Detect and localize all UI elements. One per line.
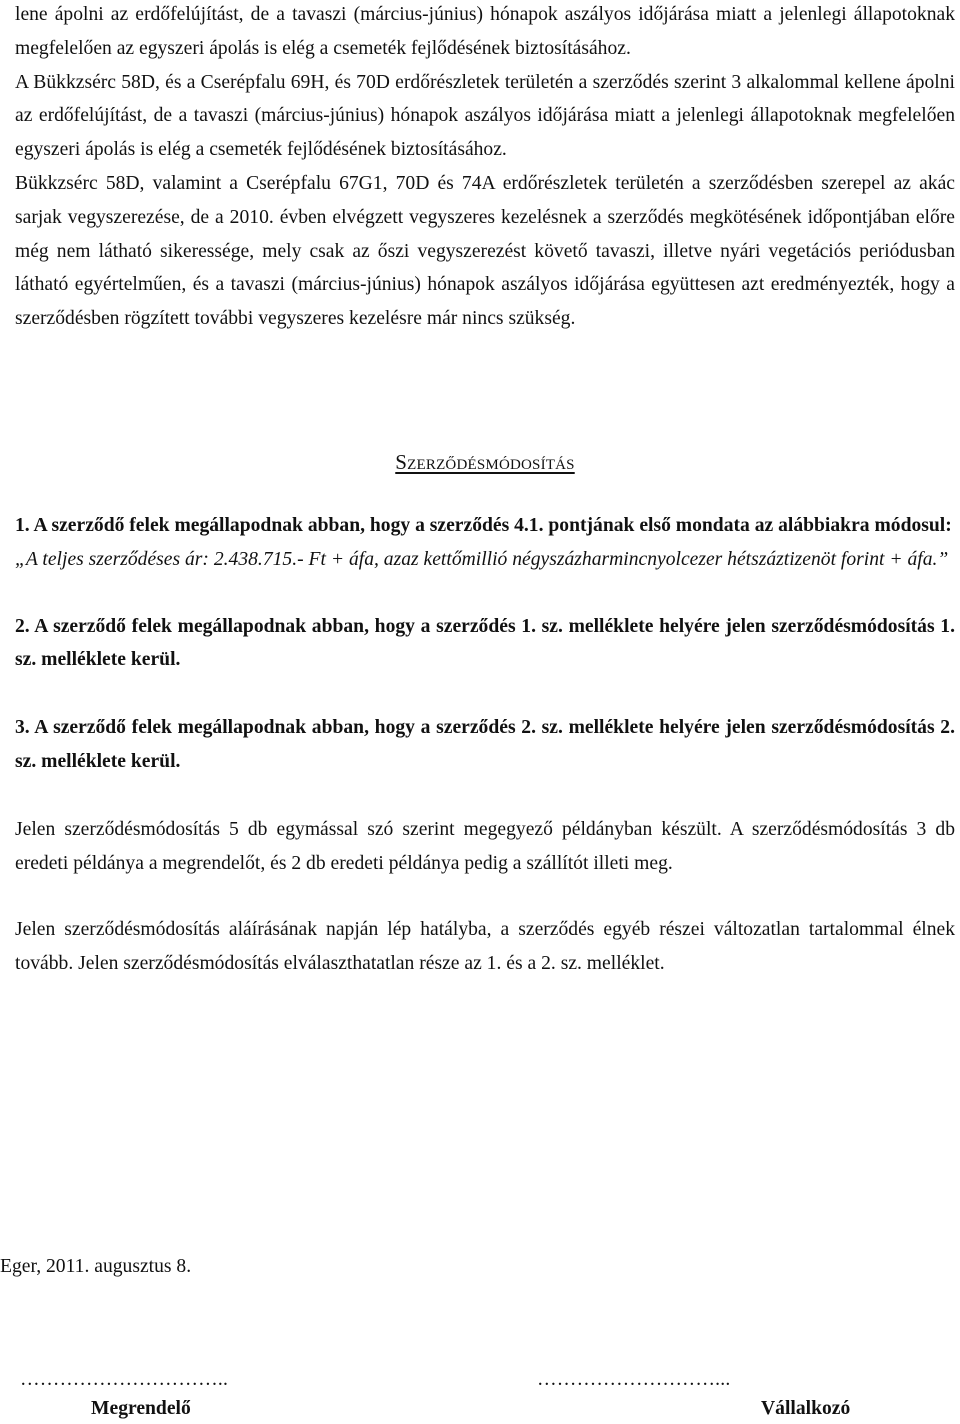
- place-date: Eger, 2011. augusztus 8.: [0, 1256, 192, 1277]
- item-2-text: 2. A szerződő felek megállapodnak abban, hogy a szerződés 1. sz. melléklete helyére jelen szerződésmódosítás 1. sz. melléklete kerül.: [15, 615, 955, 671]
- item-3-text: 3. A szerződő felek megállapodnak abban, hogy a szerződés 2. sz. melléklete helyére jelen szerződésmódosítás 2. sz. melléklete kerül.: [15, 717, 955, 772]
- signature-label-left: Megrendelő: [91, 1398, 191, 1419]
- signature-line-left: …………………………..: [20, 1369, 229, 1390]
- item-1-quote: „A teljes szerződéses ár: 2.438.715.- Ft + áfa, azaz kettőmillió négyszázharmincnyolcezer hétszáztizenöt forint + áfa.”: [15, 548, 949, 570]
- signature-line-right: ………………………...: [537, 1369, 731, 1390]
- item-1-text: 1. A szerződő felek megállapodnak abban, hogy a szerződés 4.1. pontjának első mondata az alábbiakra módosul:: [15, 514, 952, 536]
- document-body: [15, 0, 955, 981]
- paragraph-bukkzserc-2: Bükkzsérc 58D, valamint a Cserépfalu 67G1, 70D és 74A erdőrészletek területén a szerződésben szerepel az akác sarjak vegyszerezése, de a 2010. évben elvégzett vegyszeres kezelésnek a szerződés megkötésének időpontjában előre még nem látható sikeressége, mely csak az őszi vegyszerezést követő tavaszi, illetve nyári vegetációs periódusban látható egyértelműen, és a tavaszi (március-június) hónapok aszályos időjárása együttesen azt eredményezték, hogy a szerződésben rögzített további vegyszeres kezelésre már nincs szükség.: [15, 172, 955, 330]
- signature-label-right: Vállalkozó: [761, 1398, 851, 1419]
- paragraph-bukkzserc-1: A Bükkzsérc 58D, és a Cserépfalu 69H, és 70D erdőrészletek területén a szerződés szerint 3 alkalommal kellene ápolni az erdőfelújítást, de a tavaszi (március-június) hónapok aszályos időjárása miatt a jelenlegi állapotoknak megfelelően egyszeri ápolás is elég a csemeték fejlődésének biztosításához.: [15, 71, 955, 161]
- section-title: Szerződésmódosítás: [395, 449, 575, 474]
- paragraph-effect: Jelen szerződésmódosítás aláírásának napján lép hatályba, a szerződés egyéb részei változatlan tartalommal élnek tovább. Jelen szerződésmódosítás elválaszthatatlan része az 1. és a 2. sz. melléklet.: [15, 919, 955, 975]
- paragraph-intro: lene ápolni az erdőfelújítást, de a tavaszi (március-június) hónapok aszályos időjárása miatt a jelenlegi állapotoknak megfelelően az egyszeri ápolás is elég a csemeték fejlődésének biztosításához.: [15, 4, 955, 59]
- paragraph-copies: Jelen szerződésmódosítás 5 db egymással szó szerint megegyező példányban készült. A szerződésmódosítás 3 db eredeti példánya a megrendelőt, és 2 db eredeti példánya pedig a szállítót illeti meg.: [15, 818, 955, 874]
